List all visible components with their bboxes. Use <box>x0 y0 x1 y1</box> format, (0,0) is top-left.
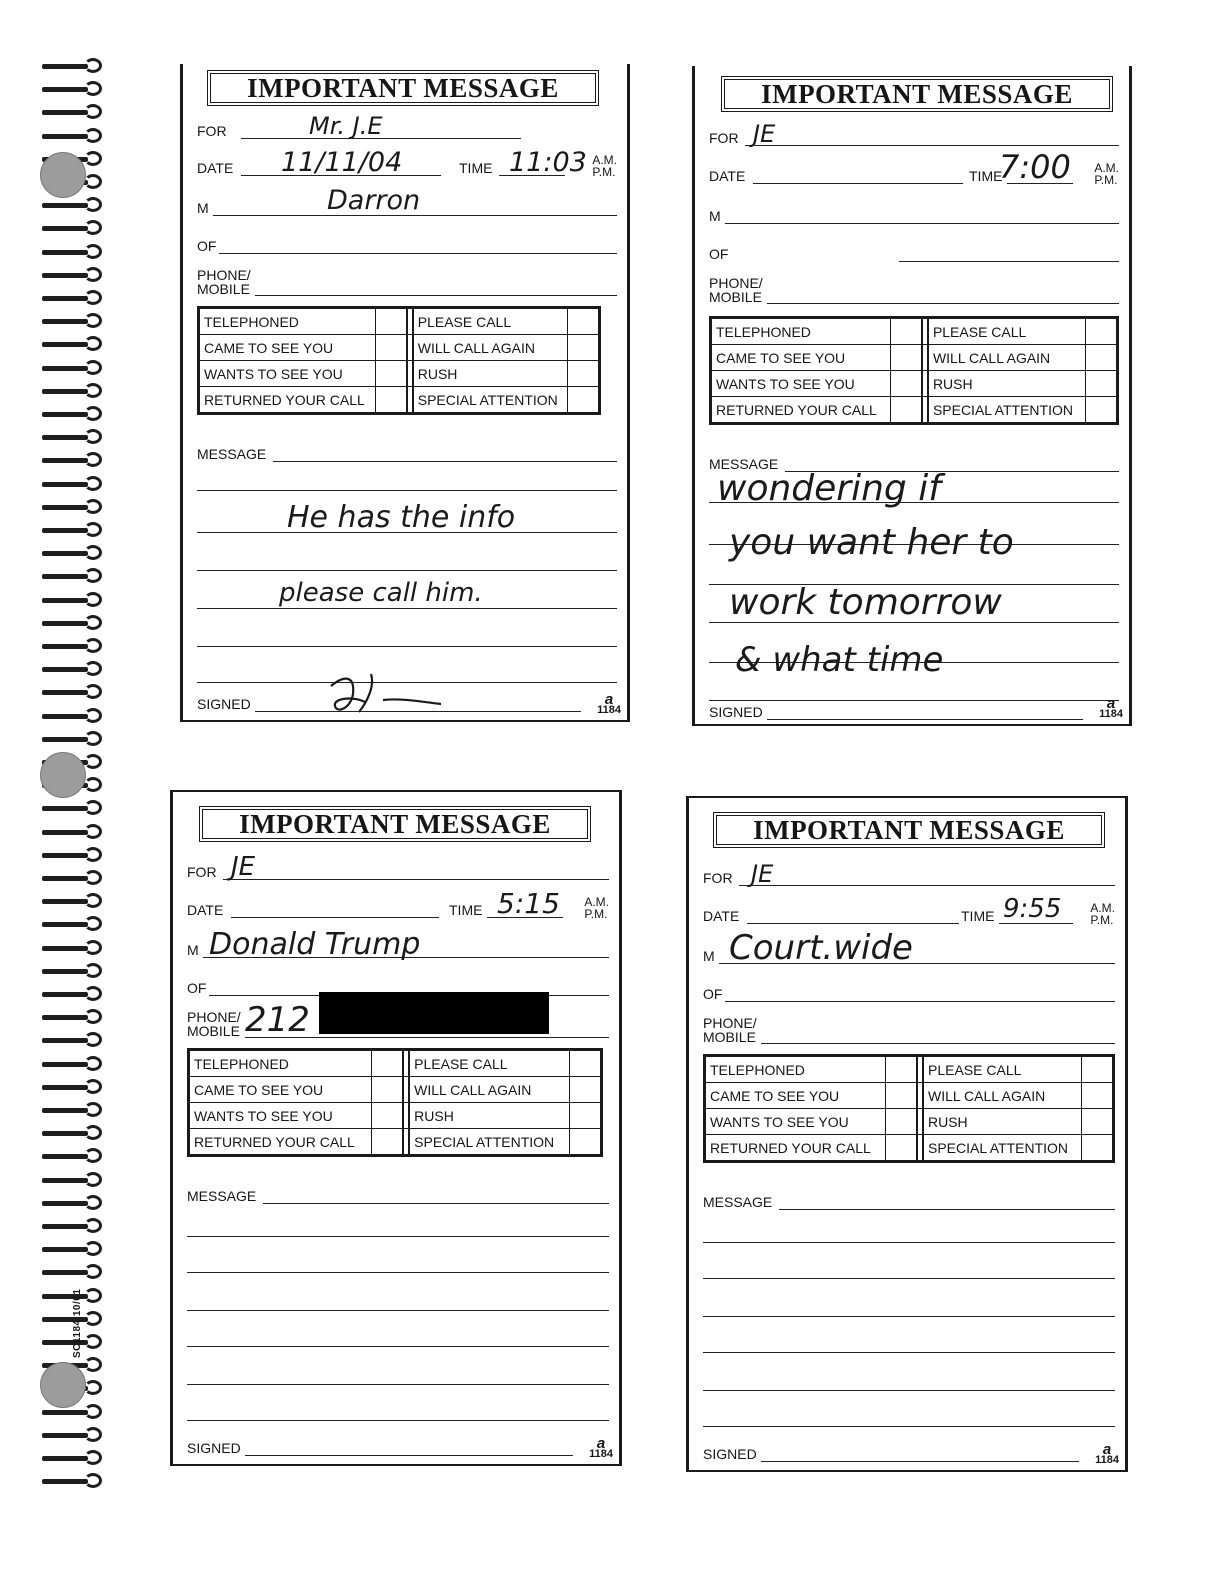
message-line <box>779 1209 1115 1210</box>
for-label: FOR <box>703 870 733 886</box>
came-to-see-you-checkbox[interactable] <box>372 1077 404 1103</box>
slip-title: IMPORTANT MESSAGE <box>713 812 1105 848</box>
checkbox-grid: TELEPHONED PLEASE CALL CAME TO SEE YOU WILL CALL AGAIN WANTS TO SEE YOU RUSH RETURNED YOUR CALL SPECIAL ATTENTION <box>709 316 1119 425</box>
please-call-checkbox[interactable] <box>1082 1056 1114 1083</box>
redaction-block <box>319 992 549 1034</box>
for-line <box>745 145 1119 146</box>
spiral-coil <box>40 197 108 214</box>
spiral-coil <box>40 708 108 725</box>
message-text-line-3: work tomorrow <box>729 582 1002 623</box>
spiral-coil <box>40 870 108 887</box>
for-value: JE <box>751 860 774 888</box>
wants-to-see-you-checkbox[interactable] <box>886 1109 918 1135</box>
of-label: OF <box>197 238 217 254</box>
signed-label: SIGNED <box>709 704 763 720</box>
message-row <box>187 1184 609 1206</box>
spiral-coil <box>40 429 108 446</box>
signed-label: SIGNED <box>197 696 251 712</box>
spiral-coil <box>40 940 108 957</box>
wants-to-see-you-checkbox[interactable] <box>890 371 922 397</box>
spiral-coil <box>40 731 108 748</box>
slip-title: IMPORTANT MESSAGE <box>721 76 1113 112</box>
slip-title: IMPORTANT MESSAGE <box>207 70 599 106</box>
will-call-again-checkbox[interactable] <box>570 1077 602 1103</box>
of-line <box>725 1001 1115 1002</box>
time-label: TIME <box>969 168 1003 184</box>
signed-row <box>703 1442 1115 1464</box>
for-value: JE <box>231 852 256 882</box>
spiral-coil <box>40 638 108 655</box>
date-label: DATE <box>709 168 746 184</box>
form-logo: a 1184 <box>597 691 621 716</box>
time-value: 9:55 <box>1003 894 1062 924</box>
message-text-line-1: He has the info <box>287 500 516 535</box>
punch-hole-middle <box>40 752 86 798</box>
spiral-coil <box>40 244 108 261</box>
signed-line <box>761 1461 1079 1462</box>
returned-your-call-checkbox[interactable] <box>375 387 407 414</box>
m-label: M <box>703 948 715 964</box>
rush-checkbox[interactable] <box>568 361 600 387</box>
of-label: OF <box>703 986 723 1002</box>
spiral-coil <box>40 406 108 423</box>
message-slip-2 <box>692 66 1132 726</box>
time-value: 11:03 <box>509 147 587 178</box>
spiral-coil <box>40 1056 108 1073</box>
spiral-coil <box>40 1102 108 1119</box>
message-row <box>197 442 617 464</box>
date-line <box>231 917 439 918</box>
please-call-checkbox[interactable] <box>1086 318 1118 345</box>
spiral-coil <box>40 522 108 539</box>
phone-label: PHONE/ MOBILE <box>709 275 763 305</box>
slip-title: IMPORTANT MESSAGE <box>199 806 591 842</box>
date-line <box>753 183 963 184</box>
message-text-line-2: you want her to <box>729 522 1014 563</box>
spiral-coil <box>40 1264 108 1281</box>
will-call-again-checkbox[interactable] <box>1082 1083 1114 1109</box>
spiral-coil <box>40 58 108 75</box>
signed-line <box>767 719 1083 720</box>
date-label: DATE <box>197 160 234 176</box>
message-label: MESSAGE <box>197 446 267 462</box>
of-row <box>709 242 1119 264</box>
phone-line <box>767 303 1119 304</box>
for-value: JE <box>753 120 776 148</box>
date-time-row <box>197 147 617 179</box>
signed-label: SIGNED <box>187 1440 241 1456</box>
message-text-line-1: wondering if <box>717 468 941 509</box>
spiral-coil <box>40 1427 108 1444</box>
wants-to-see-you-checkbox[interactable] <box>372 1103 404 1129</box>
time-label: TIME <box>961 908 995 924</box>
punch-hole-top <box>40 152 86 198</box>
checkbox-grid: TELEPHONED PLEASE CALL CAME TO SEE YOU WILL CALL AGAIN WANTS TO SEE YOU RUSH RETURNED YOUR CALL SPECIAL ATTENTION <box>187 1048 603 1157</box>
spiral-coil <box>40 313 108 330</box>
rush-checkbox[interactable] <box>1086 371 1118 397</box>
spiral-coil <box>40 1473 108 1490</box>
for-line <box>223 879 609 880</box>
phone-label: PHONE/ MOBILE <box>197 267 251 297</box>
m-row <box>703 928 1115 968</box>
spiral-coil <box>40 1079 108 1096</box>
am-pm-marker: A.M. P.M. <box>584 895 609 921</box>
phone-line <box>255 295 617 296</box>
spiral-coil <box>40 963 108 980</box>
spiral-coil <box>40 800 108 817</box>
spiral-coil <box>40 986 108 1003</box>
of-row <box>197 234 617 256</box>
returned-your-call-checkbox[interactable] <box>886 1135 918 1162</box>
am-pm-marker: A.M. P.M. <box>1090 901 1115 927</box>
m-value: Darron <box>327 185 421 216</box>
for-label: FOR <box>197 123 227 139</box>
please-call-checkbox[interactable] <box>570 1050 602 1077</box>
spiral-coil <box>40 1009 108 1026</box>
spiral-coil <box>40 452 108 469</box>
message-slip-4 <box>686 796 1128 1472</box>
spiral-coil <box>40 1404 108 1421</box>
rush-checkbox[interactable] <box>1082 1109 1114 1135</box>
date-label: DATE <box>187 902 224 918</box>
returned-your-call-checkbox[interactable] <box>890 397 922 424</box>
spiral-coil <box>40 592 108 609</box>
spiral-coil <box>40 383 108 400</box>
spiral-coil <box>40 615 108 632</box>
spiral-coil <box>40 1450 108 1467</box>
m-label: M <box>709 208 721 224</box>
phone-label: PHONE/ MOBILE <box>187 1009 241 1039</box>
special-attention-checkbox[interactable] <box>570 1129 602 1156</box>
spiral-coil <box>40 1032 108 1049</box>
signature-mark <box>313 664 463 720</box>
m-value: Donald Trump <box>209 927 421 962</box>
spiral-coil <box>40 476 108 493</box>
punch-hole-bottom <box>40 1362 86 1408</box>
spiral-coil <box>40 1218 108 1235</box>
of-label: OF <box>187 980 207 996</box>
came-to-see-you-checkbox[interactable] <box>886 1083 918 1109</box>
signed-line <box>245 1455 573 1456</box>
date-time-row <box>703 894 1115 927</box>
telephoned-checkbox[interactable] <box>886 1056 918 1083</box>
message-line <box>273 461 617 462</box>
rush-checkbox[interactable] <box>570 1103 602 1129</box>
spiral-coil <box>40 128 108 145</box>
for-row <box>709 120 1119 148</box>
message-slip-3 <box>170 790 622 1466</box>
message-text-line-4: & what time <box>735 640 944 680</box>
message-text-line-2: please call him. <box>279 578 483 608</box>
special-attention-checkbox[interactable] <box>1086 397 1118 424</box>
date-time-row <box>187 887 609 921</box>
date-value: 11/11/04 <box>281 147 403 178</box>
message-lines <box>187 1206 609 1446</box>
please-call-checkbox[interactable] <box>568 308 600 335</box>
checkbox-grid: TELEPHONED PLEASE CALL CAME TO SEE YOU WILL CALL AGAIN WANTS TO SEE YOU RUSH RETURNED YOUR CALL SPECIAL ATTENTION <box>197 306 601 415</box>
will-call-again-checkbox[interactable] <box>568 335 600 361</box>
spiral-coil <box>40 1148 108 1165</box>
special-attention-checkbox[interactable] <box>568 387 600 414</box>
m-row <box>187 927 609 962</box>
spiral-coil <box>40 916 108 933</box>
phone-value: 212 <box>245 1000 310 1040</box>
form-logo: a 1184 <box>589 1435 613 1460</box>
message-label: MESSAGE <box>703 1194 773 1210</box>
spiral-coil <box>40 545 108 562</box>
signed-row <box>709 700 1119 722</box>
for-row <box>187 852 609 882</box>
message-label: MESSAGE <box>187 1188 257 1204</box>
message-row <box>703 1190 1115 1212</box>
m-row <box>709 204 1119 226</box>
came-to-see-you-checkbox[interactable] <box>890 345 922 371</box>
time-value: 7:00 <box>999 148 1071 186</box>
for-label: FOR <box>187 864 217 880</box>
of-line <box>899 261 1119 262</box>
m-label: M <box>197 200 209 216</box>
date-line <box>747 923 959 924</box>
spiral-coil <box>40 661 108 678</box>
spiral-coil <box>40 824 108 841</box>
message-lines <box>703 1212 1115 1452</box>
telephoned-checkbox[interactable] <box>375 308 407 335</box>
edge-code: SC1184 10/01 <box>72 1288 83 1358</box>
spiral-coil <box>40 336 108 353</box>
came-to-see-you-checkbox[interactable] <box>375 335 407 361</box>
of-label: OF <box>709 246 729 262</box>
of-line <box>219 253 617 254</box>
of-row <box>703 982 1115 1004</box>
spiral-coil <box>40 847 108 864</box>
telephoned-checkbox[interactable] <box>372 1050 404 1077</box>
m-label: M <box>187 942 199 958</box>
for-value: Mr. J.E <box>309 112 383 140</box>
phone-label: PHONE/ MOBILE <box>703 1015 757 1045</box>
returned-your-call-checkbox[interactable] <box>372 1129 404 1156</box>
spiral-coil <box>40 1172 108 1189</box>
wants-to-see-you-checkbox[interactable] <box>375 361 407 387</box>
message-line <box>263 1203 609 1204</box>
for-line <box>739 885 1115 886</box>
spiral-coil <box>40 290 108 307</box>
spiral-coil <box>40 1125 108 1142</box>
phone-row <box>709 276 1119 306</box>
spiral-coil <box>40 267 108 284</box>
phone-line <box>761 1043 1115 1044</box>
message-label: MESSAGE <box>709 456 779 472</box>
form-logo: a 1184 <box>1095 1441 1119 1466</box>
special-attention-checkbox[interactable] <box>1082 1135 1114 1162</box>
spiral-coil <box>40 1241 108 1258</box>
checkbox-grid: TELEPHONED PLEASE CALL CAME TO SEE YOU WILL CALL AGAIN WANTS TO SEE YOU RUSH RETURNED YOUR CALL SPECIAL ATTENTION <box>703 1054 1115 1163</box>
signed-label: SIGNED <box>703 1446 757 1462</box>
signed-row <box>187 1436 609 1458</box>
time-value: 5:15 <box>497 887 560 920</box>
message-slip-1 <box>180 64 630 722</box>
spiral-coil <box>40 893 108 910</box>
spiral-coil <box>40 568 108 585</box>
spiral-coil <box>40 81 108 98</box>
am-pm-marker: A.M. P.M. <box>592 153 617 179</box>
form-logo: a 1184 <box>1099 695 1123 720</box>
time-label: TIME <box>449 902 483 918</box>
for-row <box>197 112 617 141</box>
will-call-again-checkbox[interactable] <box>1086 345 1118 371</box>
spiral-coil <box>40 220 108 237</box>
phone-row <box>703 1016 1115 1046</box>
am-pm-marker: A.M. P.M. <box>1094 161 1119 187</box>
spiral-coil <box>40 1195 108 1212</box>
spiral-coil <box>40 104 108 121</box>
for-row <box>703 860 1115 888</box>
phone-row <box>197 268 617 298</box>
date-label: DATE <box>703 908 740 924</box>
spiral-coil <box>40 499 108 516</box>
spiral-coil <box>40 360 108 377</box>
spiral-coil <box>40 684 108 701</box>
date-time-row <box>709 148 1119 187</box>
telephoned-checkbox[interactable] <box>890 318 922 345</box>
m-row <box>197 185 617 218</box>
for-label: FOR <box>709 130 739 146</box>
time-label: TIME <box>459 160 493 176</box>
m-line <box>725 223 1119 224</box>
m-value: Court.wide <box>729 928 913 968</box>
